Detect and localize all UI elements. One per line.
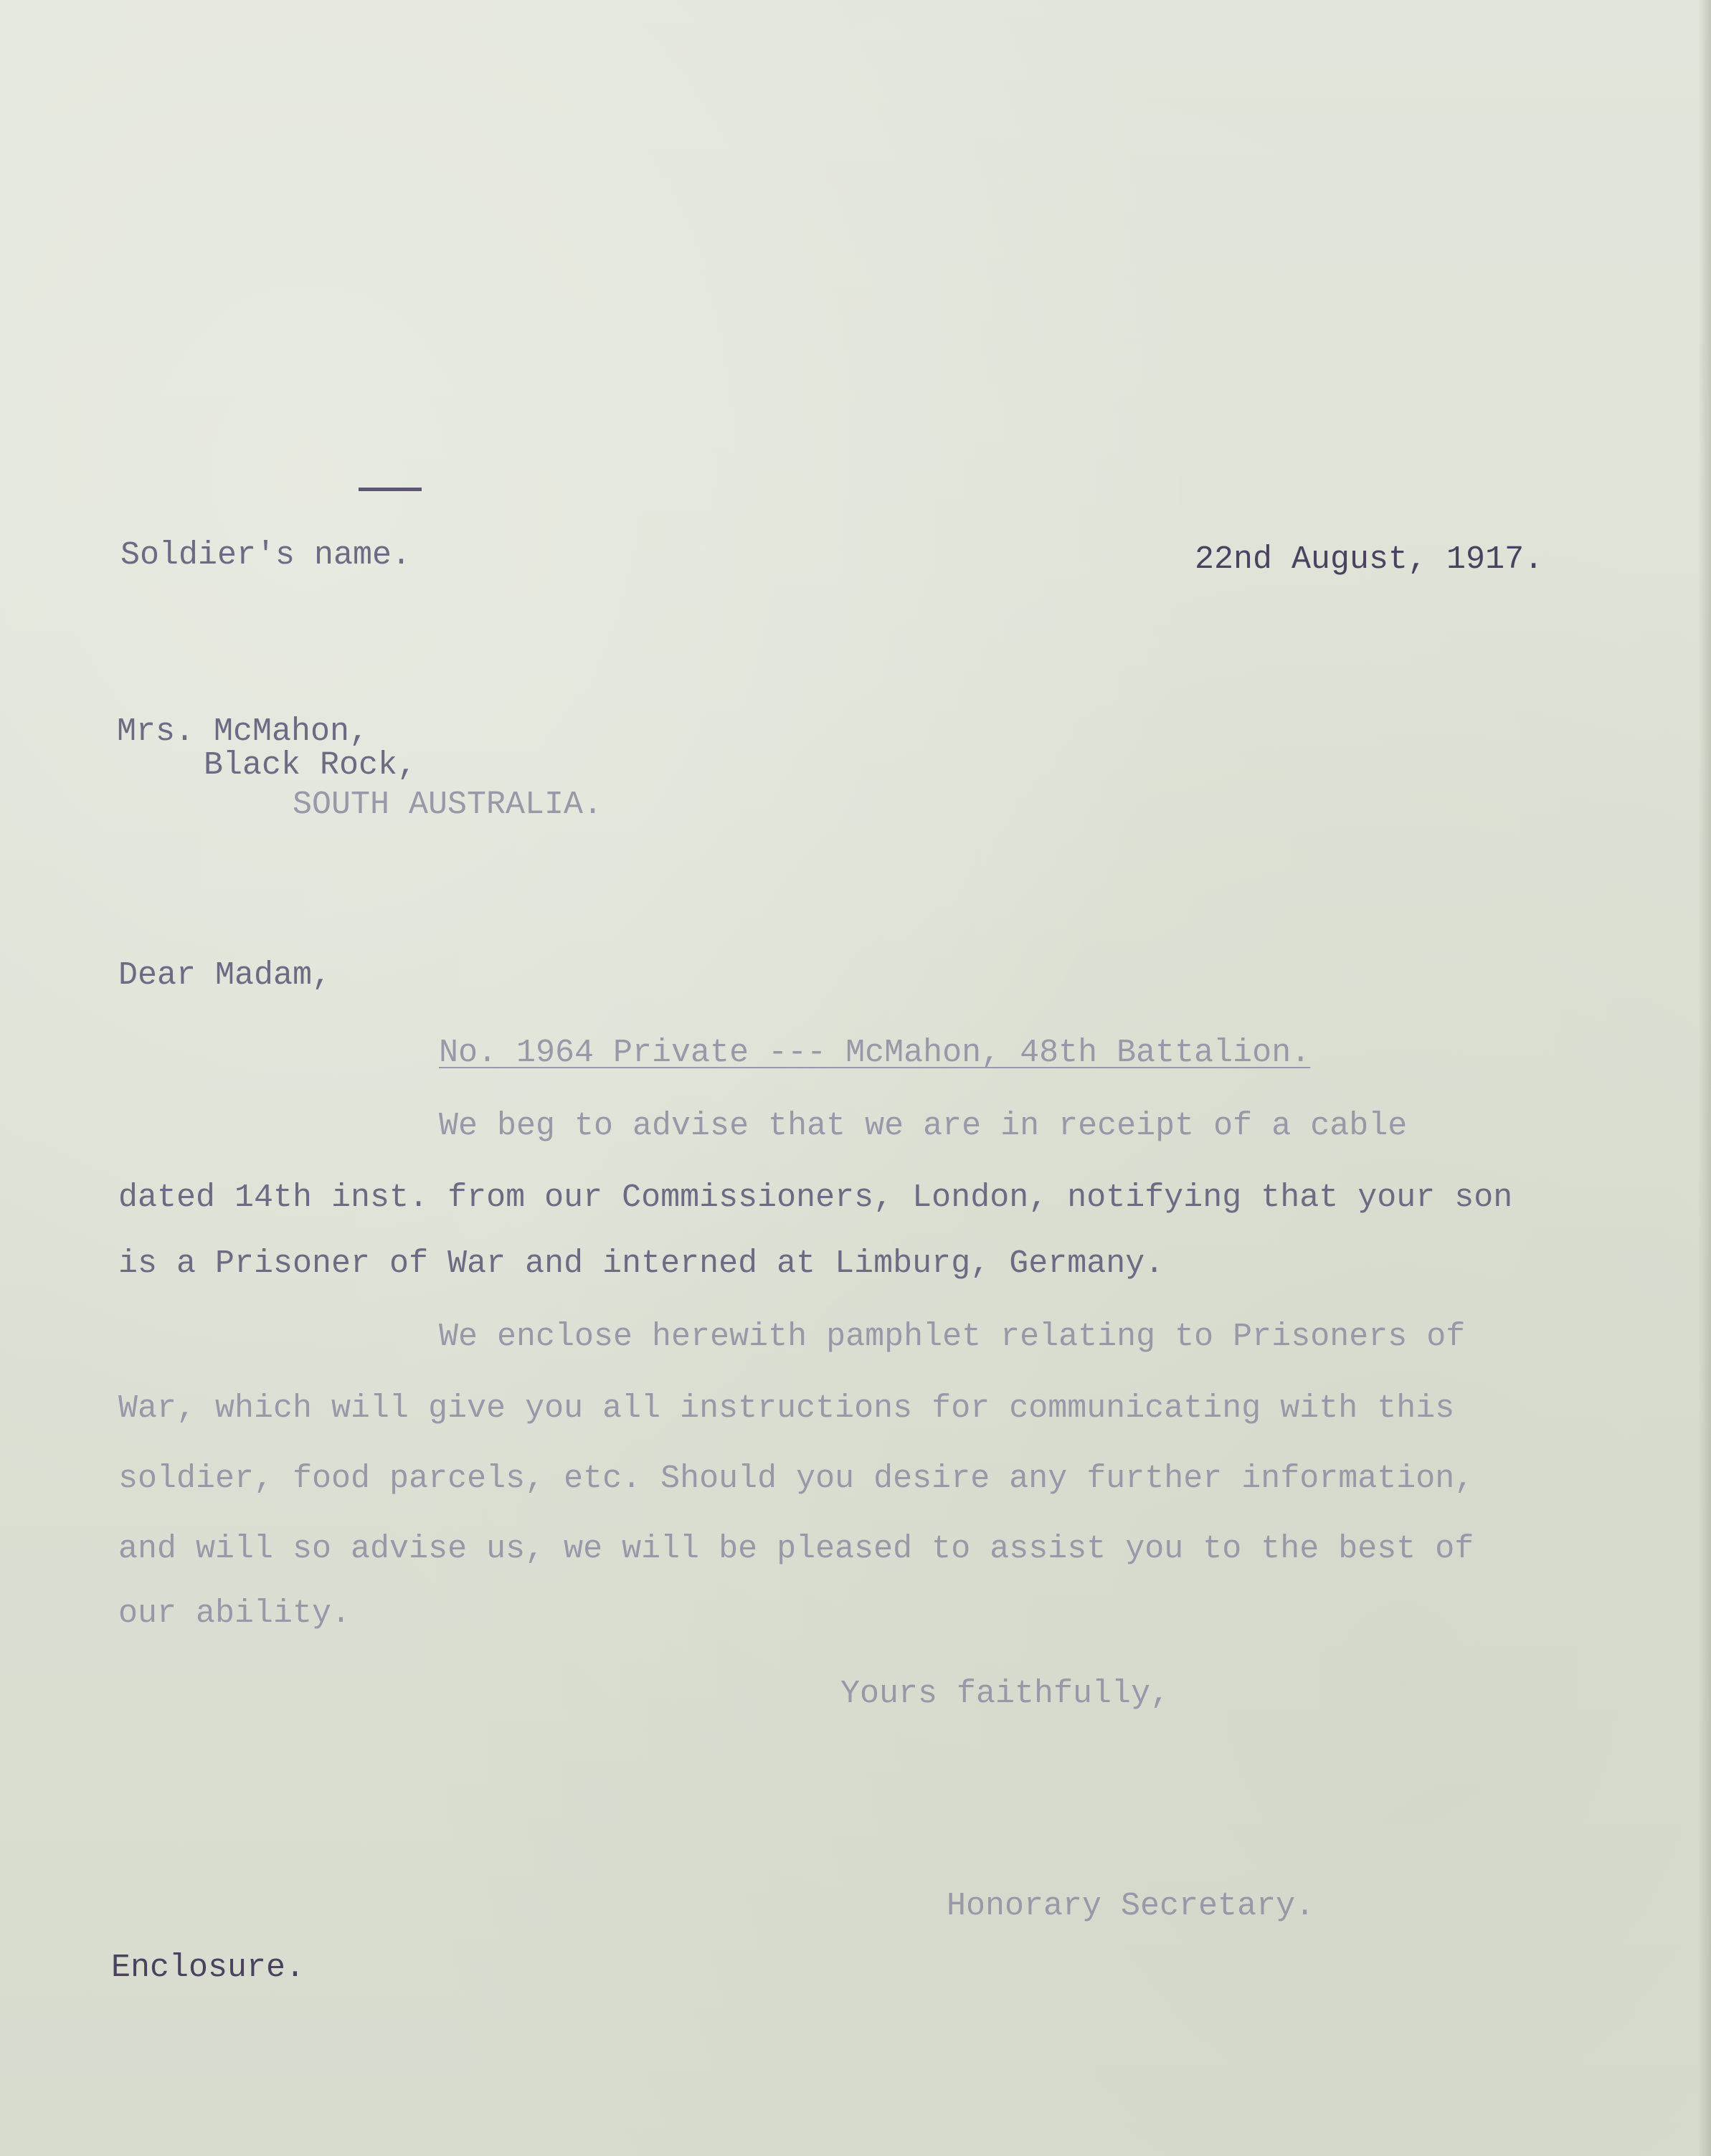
recipient-state: SOUTH AUSTRALIA. (293, 787, 603, 823)
paragraph2-line4: and will so advise us, we will be pleased to assist you to the best of (118, 1531, 1474, 1567)
paragraph1-line2: dated 14th inst. from our Commissioners, London, notifying that your son (118, 1179, 1513, 1216)
paragraph2-line1: We enclose herewith pamphlet relating to Prisoners of (439, 1319, 1466, 1355)
recipient-name: Mrs. McMahon, (117, 713, 369, 750)
soldier-name-label: Soldier's name. (120, 537, 412, 574)
closing: Yours faithfully, (840, 1676, 1170, 1712)
paragraph2-line3: soldier, food parcels, etc. Should you desire any further information, (118, 1461, 1474, 1497)
soldier-reference: No. 1964 Private --- McMahon, 48th Battalion. (439, 1035, 1311, 1071)
letter-date: 22nd August, 1917. (1195, 541, 1544, 578)
signatory-title: Honorary Secretary. (947, 1888, 1315, 1924)
paragraph2-line5: our ability. (118, 1595, 351, 1632)
recipient-locality: Black Rock, (204, 747, 417, 784)
typed-dash-mark (359, 488, 422, 491)
enclosure-note: Enclosure. (111, 1950, 305, 1986)
paper-edge-shadow (1698, 0, 1711, 2156)
salutation: Dear Madam, (118, 957, 332, 994)
paragraph1-line3: is a Prisoner of War and interned at Limburg, Germany. (118, 1245, 1165, 1282)
paragraph1-line1: We beg to advise that we are in receipt of a cable (439, 1108, 1408, 1144)
paragraph2-line2: War, which will give you all instructions for communicating with this (118, 1390, 1455, 1427)
